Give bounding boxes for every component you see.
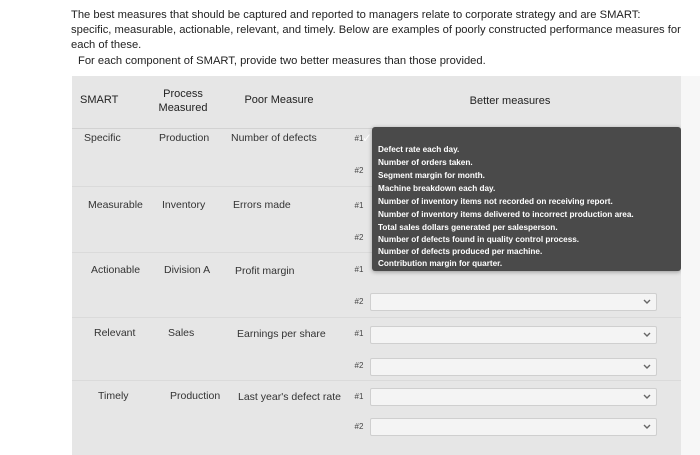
dropdown-option[interactable]: Number of inventory items not recorded on receiving report. <box>378 197 613 206</box>
row-relevant-process: Sales <box>168 327 195 339</box>
chevron-down-icon <box>642 296 652 308</box>
row-actionable-poor: Profit margin <box>235 265 295 277</box>
row-relevant-num1: #1 <box>354 329 364 338</box>
row-relevant-smart: Relevant <box>94 327 136 339</box>
row-relevant-num2: #2 <box>354 361 364 370</box>
row-timely-smart: Timely <box>98 390 129 402</box>
dropdown-option[interactable]: Defect rate each day. <box>378 145 460 154</box>
page-edge <box>681 76 700 455</box>
row-measurable-process: Inventory <box>162 199 206 211</box>
dropdown-option[interactable]: Total sales dollars generated per salesperson. <box>378 223 558 232</box>
row-relevant-poor: Earnings per share <box>237 328 326 340</box>
header-better-measures: Better measures <box>469 95 551 107</box>
row-specific-smart: Specific <box>84 132 121 144</box>
dropdown-option[interactable]: Contribution margin for quarter. <box>378 259 503 268</box>
chevron-down-icon <box>642 391 652 403</box>
dropdown-option[interactable]: Number of defects produced per machine. <box>378 247 543 256</box>
better-measure-select[interactable] <box>370 326 657 344</box>
row-measurable-num2: #2 <box>354 233 364 242</box>
chevron-down-icon <box>642 421 652 433</box>
row-divider <box>72 380 681 381</box>
row-divider <box>72 317 681 318</box>
check-icon: ✓ <box>362 131 373 145</box>
better-measure-select[interactable] <box>370 358 657 376</box>
better-measure-select[interactable] <box>370 418 657 436</box>
row-measurable-num1: #1 <box>354 201 364 210</box>
row-specific-poor: Number of defects <box>231 132 317 144</box>
better-measure-select[interactable] <box>370 293 657 311</box>
dropdown-option[interactable]: Machine breakdown each day. <box>378 184 496 193</box>
row-actionable-process: Division A <box>164 264 211 276</box>
row-actionable-num2: #2 <box>354 297 364 306</box>
row-specific-num2: #2 <box>354 166 364 175</box>
header-process-measured: Process Measured <box>158 88 208 114</box>
row-timely-num2: #2 <box>354 422 364 431</box>
row-specific-process: Production <box>159 132 210 144</box>
instruction-text: For each component of SMART, provide two better measures than those provided. <box>78 55 486 67</box>
row-timely-num1: #1 <box>354 392 364 401</box>
better-measure-select[interactable] <box>370 388 657 406</box>
row-timely-process: Production <box>170 390 221 402</box>
row-timely-poor: Last year's defect rate <box>238 391 341 403</box>
dropdown-option[interactable]: Number of inventory items delivered to incorrect production area. <box>378 210 634 219</box>
chevron-down-icon <box>642 361 652 373</box>
dropdown-option[interactable]: Number of orders taken. <box>378 158 473 167</box>
better-measures-dropdown-list[interactable] <box>372 127 681 271</box>
row-specific-num1: #1 <box>354 134 364 143</box>
dropdown-option[interactable]: Number of defects found in quality control process. <box>378 235 580 244</box>
row-actionable-num1: #1 <box>354 265 364 274</box>
row-measurable-poor: Errors made <box>233 199 291 211</box>
row-actionable-smart: Actionable <box>91 264 141 276</box>
chevron-down-icon <box>642 329 652 341</box>
dropdown-option[interactable]: Segment margin for month. <box>378 171 485 180</box>
intro-text: The best measures that should be captured and reported to managers relate to corporate strategy and are SMART: specific, measurable, actionable, relevant, and timely. Below are examples of poorly constructed performance measures for each of these. <box>71 9 681 51</box>
header-poor-measure: Poor Measure <box>244 94 314 106</box>
row-measurable-smart: Measurable <box>88 199 143 211</box>
header-smart: SMART <box>80 94 119 106</box>
